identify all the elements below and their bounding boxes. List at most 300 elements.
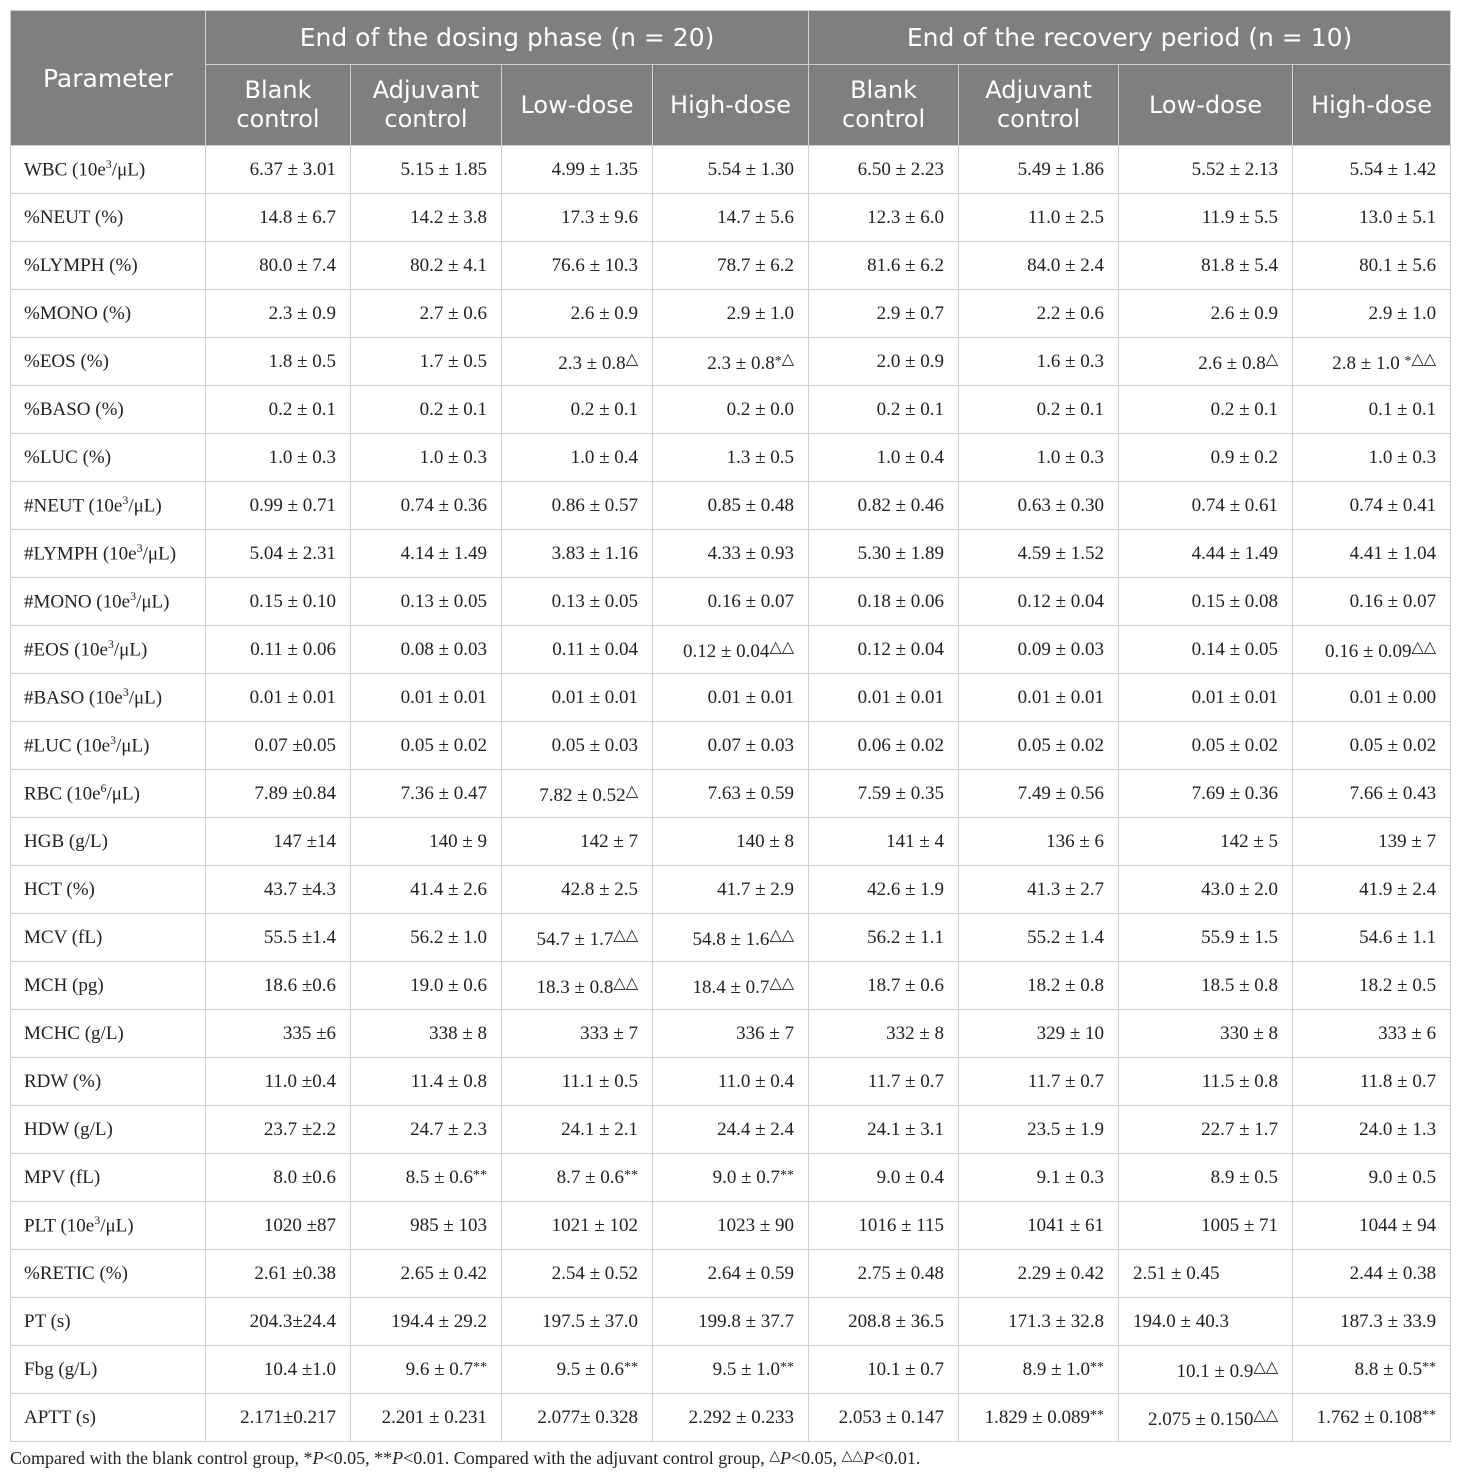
- value-cell: 0.2 ± 0.1: [959, 386, 1119, 434]
- value-cell: 2.51 ± 0.45: [1119, 1250, 1293, 1298]
- value-cell: 18.2 ± 0.5: [1293, 962, 1451, 1010]
- value-cell: 81.6 ± 6.2: [809, 242, 959, 290]
- value-cell: 1016 ± 115: [809, 1202, 959, 1250]
- value-cell: 7.69 ± 0.36: [1119, 770, 1293, 818]
- value-cell: 0.74 ± 0.61: [1119, 482, 1293, 530]
- column-header: [502, 65, 653, 146]
- value-cell: 23.5 ± 1.9: [959, 1106, 1119, 1154]
- value-cell: 22.7 ± 1.7: [1119, 1106, 1293, 1154]
- value-cell: 147 ±14: [206, 818, 351, 866]
- value-cell: 55.5 ±1.4: [206, 914, 351, 962]
- significance-triangle: △△: [613, 926, 638, 944]
- value-cell: 54.8 ± 1.6△△: [653, 914, 809, 962]
- value-cell: 43.0 ± 2.0: [1119, 866, 1293, 914]
- footnote-p: P: [312, 1448, 324, 1468]
- value-cell: 0.01 ± 0.01: [206, 674, 351, 722]
- value-cell: 0.11 ± 0.04: [502, 626, 653, 674]
- value-cell: 0.2 ± 0.1: [809, 386, 959, 434]
- table-row: [11, 1250, 1451, 1298]
- parameter-name: HCT (%): [11, 866, 206, 914]
- significance-star: **: [1422, 1407, 1437, 1423]
- table-row: [11, 1154, 1451, 1202]
- value-cell: 0.18 ± 0.06: [809, 578, 959, 626]
- value-cell: 4.44 ± 1.49: [1119, 530, 1293, 578]
- table-row: [11, 482, 1451, 530]
- value-cell: 2.3 ± 0.8△: [502, 338, 653, 386]
- value-cell: 208.8 ± 36.5: [809, 1298, 959, 1346]
- footnote-p: P: [779, 1448, 791, 1468]
- table-row: [11, 530, 1451, 578]
- value-cell: 9.0 ± 0.5: [1293, 1154, 1451, 1202]
- value-cell: 18.3 ± 0.8△△: [502, 962, 653, 1010]
- significance-star: **: [1090, 1407, 1105, 1423]
- value-cell: 2.3 ± 0.8*△: [653, 338, 809, 386]
- value-cell: 2.6 ± 0.9: [1119, 290, 1293, 338]
- value-cell: 11.4 ± 0.8: [351, 1058, 502, 1106]
- value-cell: 0.86 ± 0.57: [502, 482, 653, 530]
- value-cell: 7.82 ± 0.52△: [502, 770, 653, 818]
- footnote-text: <0.05,: [323, 1448, 375, 1468]
- value-cell: 0.13 ± 0.05: [502, 578, 653, 626]
- table-header: [11, 11, 1451, 146]
- value-cell: 0.82 ± 0.46: [809, 482, 959, 530]
- column-header: [1293, 65, 1451, 146]
- value-cell: 1021 ± 102: [502, 1202, 653, 1250]
- value-cell: 7.49 ± 0.56: [959, 770, 1119, 818]
- value-cell: 0.74 ± 0.36: [351, 482, 502, 530]
- value-cell: 0.15 ± 0.08: [1119, 578, 1293, 626]
- column-header: [653, 65, 809, 146]
- table-body: [11, 146, 1451, 1442]
- footnote-triangle: △△: [841, 1449, 864, 1464]
- value-cell: 141 ± 4: [809, 818, 959, 866]
- value-cell: 1.829 ± 0.089**: [959, 1394, 1119, 1442]
- value-cell: 0.07 ±0.05: [206, 722, 351, 770]
- significance-star: *: [1404, 353, 1412, 369]
- value-cell: 1.0 ± 0.3: [351, 434, 502, 482]
- parameter-name: RDW (%): [11, 1058, 206, 1106]
- table-row: [11, 626, 1451, 674]
- value-cell: 142 ± 7: [502, 818, 653, 866]
- value-cell: 0.05 ± 0.02: [351, 722, 502, 770]
- value-cell: 7.63 ± 0.59: [653, 770, 809, 818]
- column-header-line2: control: [996, 105, 1081, 133]
- column-header-line1: Blank: [850, 76, 918, 104]
- value-cell: 80.0 ± 7.4: [206, 242, 351, 290]
- value-cell: 333 ± 6: [1293, 1010, 1451, 1058]
- parameter-name: PLT $(10e^3/\mu L)$: [11, 1202, 206, 1250]
- value-cell: 2.053 ± 0.147: [809, 1394, 959, 1442]
- value-cell: 10.4 ±1.0: [206, 1346, 351, 1394]
- value-cell: 2.0 ± 0.9: [809, 338, 959, 386]
- column-header: [351, 65, 502, 146]
- value-cell: 2.171±0.217: [206, 1394, 351, 1442]
- value-cell: 1.0 ± 0.3: [1293, 434, 1451, 482]
- value-cell: 2.292 ± 0.233: [653, 1394, 809, 1442]
- value-cell: 0.2 ± 0.0: [653, 386, 809, 434]
- value-cell: 2.7 ± 0.6: [351, 290, 502, 338]
- value-cell: 5.04 ± 2.31: [206, 530, 351, 578]
- value-cell: 9.5 ± 1.0**: [653, 1346, 809, 1394]
- table-row: [11, 146, 1451, 194]
- value-cell: 84.0 ± 2.4: [959, 242, 1119, 290]
- value-cell: 17.3 ± 9.6: [502, 194, 653, 242]
- value-cell: 2.65 ± 0.42: [351, 1250, 502, 1298]
- parameter-name: MCH (pg): [11, 962, 206, 1010]
- value-cell: 0.63 ± 0.30: [959, 482, 1119, 530]
- parameter-name: #LUC $(10e^3/\mu L)$: [11, 722, 206, 770]
- value-cell: 5.49 ± 1.86: [959, 146, 1119, 194]
- parameter-name: HGB (g/L): [11, 818, 206, 866]
- value-cell: 0.16 ± 0.07: [1293, 578, 1451, 626]
- significance-triangle: △△: [1253, 1358, 1279, 1376]
- value-cell: 197.5 ± 37.0: [502, 1298, 653, 1346]
- value-cell: 0.07 ± 0.03: [653, 722, 809, 770]
- column-header: [809, 65, 959, 146]
- footnote-text: Compared with the blank control group,: [10, 1448, 304, 1468]
- value-cell: 24.4 ± 2.4: [653, 1106, 809, 1154]
- table-container: [10, 10, 1450, 1442]
- value-cell: 2.9 ± 1.0: [1293, 290, 1451, 338]
- parameter-name: MPV (fL): [11, 1154, 206, 1202]
- value-cell: 2.075 ± 0.150△△: [1119, 1394, 1293, 1442]
- value-cell: 13.0 ± 5.1: [1293, 194, 1451, 242]
- table-row: [11, 914, 1451, 962]
- value-cell: 0.05 ± 0.03: [502, 722, 653, 770]
- value-cell: 8.9 ± 0.5: [1119, 1154, 1293, 1202]
- value-cell: 140 ± 8: [653, 818, 809, 866]
- column-header-line1: High-dose: [670, 90, 792, 119]
- value-cell: 18.6 ±0.6: [206, 962, 351, 1010]
- value-cell: 142 ± 5: [1119, 818, 1293, 866]
- value-cell: 335 ±6: [206, 1010, 351, 1058]
- value-cell: 2.9 ± 1.0: [653, 290, 809, 338]
- value-cell: 11.9 ± 5.5: [1119, 194, 1293, 242]
- value-cell: 18.4 ± 0.7△△: [653, 962, 809, 1010]
- parameter-name: MCV (fL): [11, 914, 206, 962]
- value-cell: 80.1 ± 5.6: [1293, 242, 1451, 290]
- value-cell: 18.2 ± 0.8: [959, 962, 1119, 1010]
- value-cell: 24.7 ± 2.3: [351, 1106, 502, 1154]
- value-cell: 41.7 ± 2.9: [653, 866, 809, 914]
- value-cell: 1.6 ± 0.3: [959, 338, 1119, 386]
- value-cell: 41.9 ± 2.4: [1293, 866, 1451, 914]
- value-cell: 0.2 ± 0.1: [206, 386, 351, 434]
- value-cell: 6.50 ± 2.23: [809, 146, 959, 194]
- parameter-name: WBC $(10e^3/\mu L)$: [11, 146, 206, 194]
- value-cell: 56.2 ± 1.1: [809, 914, 959, 962]
- value-cell: 2.44 ± 0.38: [1293, 1250, 1451, 1298]
- significance-triangle: △: [781, 350, 795, 368]
- value-cell: 7.66 ± 0.43: [1293, 770, 1451, 818]
- value-cell: 4.33 ± 0.93: [653, 530, 809, 578]
- value-cell: 19.0 ± 0.6: [351, 962, 502, 1010]
- value-cell: 1020 ±87: [206, 1202, 351, 1250]
- table-row: [11, 338, 1451, 386]
- value-cell: 9.6 ± 0.7**: [351, 1346, 502, 1394]
- value-cell: 11.0 ±0.4: [206, 1058, 351, 1106]
- value-cell: 1.762 ± 0.108**: [1293, 1394, 1451, 1442]
- table-row: [11, 674, 1451, 722]
- value-cell: 338 ± 8: [351, 1010, 502, 1058]
- footnote-triangle: △: [769, 1449, 780, 1464]
- value-cell: 55.2 ± 1.4: [959, 914, 1119, 962]
- column-header-line1: High-dose: [1311, 90, 1433, 119]
- value-cell: 4.41 ± 1.04: [1293, 530, 1451, 578]
- table-row: [11, 194, 1451, 242]
- value-cell: 14.8 ± 6.7: [206, 194, 351, 242]
- significance-triangle: △△: [1253, 1406, 1279, 1424]
- value-cell: 18.7 ± 0.6: [809, 962, 959, 1010]
- value-cell: 4.99 ± 1.35: [502, 146, 653, 194]
- value-cell: 80.2 ± 4.1: [351, 242, 502, 290]
- value-cell: 11.8 ± 0.7: [1293, 1058, 1451, 1106]
- value-cell: 43.7 ±4.3: [206, 866, 351, 914]
- table-row: [11, 1058, 1451, 1106]
- value-cell: 0.2 ± 0.1: [351, 386, 502, 434]
- table-row: [11, 1202, 1451, 1250]
- table-row: [11, 1394, 1451, 1442]
- significance-star: **: [473, 1359, 487, 1375]
- parameter-name: %BASO (%): [11, 386, 206, 434]
- value-cell: 56.2 ± 1.0: [351, 914, 502, 962]
- value-cell: 0.14 ± 0.05: [1119, 626, 1293, 674]
- value-cell: 6.37 ± 3.01: [206, 146, 351, 194]
- value-cell: 23.7 ±2.2: [206, 1106, 351, 1154]
- value-cell: 0.06 ± 0.02: [809, 722, 959, 770]
- value-cell: 1023 ± 90: [653, 1202, 809, 1250]
- value-cell: 11.7 ± 0.7: [959, 1058, 1119, 1106]
- column-header-line2: control: [841, 105, 926, 133]
- value-cell: 81.8 ± 5.4: [1119, 242, 1293, 290]
- value-cell: 1.0 ± 0.4: [809, 434, 959, 482]
- value-cell: 0.05 ± 0.02: [959, 722, 1119, 770]
- table-row: [11, 434, 1451, 482]
- value-cell: 1041 ± 61: [959, 1202, 1119, 1250]
- value-cell: 2.2 ± 0.6: [959, 290, 1119, 338]
- value-cell: 333 ± 7: [502, 1010, 653, 1058]
- value-cell: 985 ± 103: [351, 1202, 502, 1250]
- value-cell: 14.2 ± 3.8: [351, 194, 502, 242]
- value-cell: 139 ± 7: [1293, 818, 1451, 866]
- value-cell: 0.9 ± 0.2: [1119, 434, 1293, 482]
- value-cell: 2.75 ± 0.48: [809, 1250, 959, 1298]
- footnote: [10, 1448, 1450, 1469]
- value-cell: 2.29 ± 0.42: [959, 1250, 1119, 1298]
- parameter-name: #LYMPH $(10e^3/\mu L)$: [11, 530, 206, 578]
- significance-triangle: △△: [613, 974, 638, 992]
- column-header-line1: Adjuvant: [985, 76, 1092, 104]
- value-cell: 7.36 ± 0.47: [351, 770, 502, 818]
- value-cell: 8.9 ± 1.0**: [959, 1346, 1119, 1394]
- parameter-name: Fbg (g/L): [11, 1346, 206, 1394]
- footnote-mark: **: [374, 1448, 393, 1468]
- table-row: [11, 722, 1451, 770]
- value-cell: 199.8 ± 37.7: [653, 1298, 809, 1346]
- value-cell: 187.3 ± 33.9: [1293, 1298, 1451, 1346]
- value-cell: 1005 ± 71: [1119, 1202, 1293, 1250]
- parameter-name: %MONO (%): [11, 290, 206, 338]
- table-row: [11, 386, 1451, 434]
- value-cell: 0.2 ± 0.1: [502, 386, 653, 434]
- value-cell: 9.0 ± 0.7**: [653, 1154, 809, 1202]
- value-cell: 0.05 ± 0.02: [1293, 722, 1451, 770]
- value-cell: 2.3 ± 0.9: [206, 290, 351, 338]
- column-header-line1: Low-dose: [1148, 90, 1263, 119]
- significance-triangle: △△: [769, 926, 795, 944]
- value-cell: 171.3 ± 32.8: [959, 1298, 1119, 1346]
- footnote-p: P: [392, 1448, 404, 1468]
- table-row: [11, 818, 1451, 866]
- significance-star: **: [624, 1359, 638, 1375]
- parameter-name: #MONO $(10e^3/\mu L)$: [11, 578, 206, 626]
- parameter-header: Parameter: [11, 11, 206, 146]
- table-row: [11, 770, 1451, 818]
- value-cell: 0.01 ± 0.01: [351, 674, 502, 722]
- parameter-name: %EOS (%): [11, 338, 206, 386]
- table-row: [11, 1010, 1451, 1058]
- value-cell: 11.5 ± 0.8: [1119, 1058, 1293, 1106]
- parameter-name: %RETIC (%): [11, 1250, 206, 1298]
- value-cell: 194.0 ± 40.3: [1119, 1298, 1293, 1346]
- value-cell: 5.52 ± 2.13: [1119, 146, 1293, 194]
- value-cell: 2.077± 0.328: [502, 1394, 653, 1442]
- value-cell: 0.2 ± 0.1: [1119, 386, 1293, 434]
- value-cell: 24.0 ± 1.3: [1293, 1106, 1451, 1154]
- value-cell: 0.01 ± 0.01: [1119, 674, 1293, 722]
- significance-star: *: [774, 353, 782, 369]
- value-cell: 5.30 ± 1.89: [809, 530, 959, 578]
- value-cell: 54.6 ± 1.1: [1293, 914, 1451, 962]
- table-row: [11, 1106, 1451, 1154]
- column-header-line1: Low-dose: [520, 90, 634, 119]
- value-cell: 10.1 ± 0.9△△: [1119, 1346, 1293, 1394]
- value-cell: 332 ± 8: [809, 1010, 959, 1058]
- value-cell: 24.1 ± 3.1: [809, 1106, 959, 1154]
- table-row: [11, 242, 1451, 290]
- value-cell: 9.5 ± 0.6**: [502, 1346, 653, 1394]
- value-cell: 1.3 ± 0.5: [653, 434, 809, 482]
- column-header-line2: control: [236, 105, 320, 133]
- significance-star: **: [1422, 1359, 1437, 1375]
- parameter-name: %NEUT (%): [11, 194, 206, 242]
- table-row: [11, 962, 1451, 1010]
- column-header-line2: control: [384, 105, 468, 133]
- value-cell: 14.7 ± 5.6: [653, 194, 809, 242]
- value-cell: 0.05 ± 0.02: [1119, 722, 1293, 770]
- value-cell: 5.54 ± 1.42: [1293, 146, 1451, 194]
- column-header: [959, 65, 1119, 146]
- value-cell: 0.08 ± 0.03: [351, 626, 502, 674]
- value-cell: 0.01 ± 0.01: [959, 674, 1119, 722]
- table-row: [11, 1298, 1451, 1346]
- parameter-name: RBC $(10e^6/\mu L)$: [11, 770, 206, 818]
- value-cell: 0.99 ± 0.71: [206, 482, 351, 530]
- footnote-text: <0.01.: [874, 1448, 921, 1468]
- value-cell: 18.5 ± 0.8: [1119, 962, 1293, 1010]
- value-cell: 78.7 ± 6.2: [653, 242, 809, 290]
- value-cell: 1044 ± 94: [1293, 1202, 1451, 1250]
- value-cell: 42.8 ± 2.5: [502, 866, 653, 914]
- column-header-line1: Adjuvant: [372, 76, 480, 104]
- value-cell: 2.64 ± 0.59: [653, 1250, 809, 1298]
- value-cell: 11.0 ± 2.5: [959, 194, 1119, 242]
- significance-triangle: △: [625, 350, 638, 368]
- column-header: [206, 65, 351, 146]
- value-cell: 1.0 ± 0.3: [959, 434, 1119, 482]
- parameter-name: #BASO $(10e^3/\mu L)$: [11, 674, 206, 722]
- significance-triangle: △: [1265, 350, 1279, 368]
- footnote-p: P: [863, 1448, 875, 1468]
- significance-triangle: △△: [1411, 350, 1437, 368]
- value-cell: 0.16 ± 0.09△△: [1293, 626, 1451, 674]
- value-cell: 5.54 ± 1.30: [653, 146, 809, 194]
- value-cell: 8.0 ±0.6: [206, 1154, 351, 1202]
- value-cell: 0.85 ± 0.48: [653, 482, 809, 530]
- table-row: [11, 866, 1451, 914]
- value-cell: 11.0 ± 0.4: [653, 1058, 809, 1106]
- significance-star: **: [1090, 1359, 1105, 1375]
- value-cell: 0.01 ± 0.01: [809, 674, 959, 722]
- parameter-name: #EOS $(10e^3/\mu L)$: [11, 626, 206, 674]
- value-cell: 8.7 ± 0.6**: [502, 1154, 653, 1202]
- value-cell: 336 ± 7: [653, 1010, 809, 1058]
- value-cell: 5.15 ± 1.85: [351, 146, 502, 194]
- value-cell: 140 ± 9: [351, 818, 502, 866]
- significance-star: **: [780, 1167, 795, 1183]
- significance-triangle: △△: [769, 638, 795, 656]
- value-cell: 4.14 ± 1.49: [351, 530, 502, 578]
- value-cell: 2.201 ± 0.231: [351, 1394, 502, 1442]
- value-cell: 11.1 ± 0.5: [502, 1058, 653, 1106]
- value-cell: 55.9 ± 1.5: [1119, 914, 1293, 962]
- table-row: [11, 1346, 1451, 1394]
- value-cell: 0.09 ± 0.03: [959, 626, 1119, 674]
- column-header-line1: Blank: [244, 76, 312, 104]
- value-cell: 194.4 ± 29.2: [351, 1298, 502, 1346]
- table-row: [11, 578, 1451, 626]
- value-cell: 0.13 ± 0.05: [351, 578, 502, 626]
- value-cell: 0.11 ± 0.06: [206, 626, 351, 674]
- value-cell: 24.1 ± 2.1: [502, 1106, 653, 1154]
- value-cell: 1.8 ± 0.5: [206, 338, 351, 386]
- value-cell: 2.6 ± 0.8△: [1119, 338, 1293, 386]
- value-cell: 0.12 ± 0.04△△: [653, 626, 809, 674]
- value-cell: 54.7 ± 1.7△△: [502, 914, 653, 962]
- value-cell: 41.3 ± 2.7: [959, 866, 1119, 914]
- value-cell: 76.6 ± 10.3: [502, 242, 653, 290]
- value-cell: 0.12 ± 0.04: [959, 578, 1119, 626]
- footnote-mark: *: [303, 1448, 313, 1468]
- value-cell: 8.8 ± 0.5**: [1293, 1346, 1451, 1394]
- significance-triangle: △: [625, 782, 638, 800]
- value-cell: 11.7 ± 0.7: [809, 1058, 959, 1106]
- parameter-name: %LYMPH (%): [11, 242, 206, 290]
- value-cell: 3.83 ± 1.16: [502, 530, 653, 578]
- value-cell: 0.74 ± 0.41: [1293, 482, 1451, 530]
- parameter-name: #NEUT $(10e^3/\mu L)$: [11, 482, 206, 530]
- table-row: [11, 290, 1451, 338]
- value-cell: 4.59 ± 1.52: [959, 530, 1119, 578]
- value-cell: 9.1 ± 0.3: [959, 1154, 1119, 1202]
- value-cell: 2.9 ± 0.7: [809, 290, 959, 338]
- significance-star: **: [473, 1167, 487, 1183]
- significance-star: **: [624, 1167, 638, 1183]
- parameter-name: PT (s): [11, 1298, 206, 1346]
- value-cell: 7.59 ± 0.35: [809, 770, 959, 818]
- value-cell: 1.7 ± 0.5: [351, 338, 502, 386]
- parameter-name: HDW (g/L): [11, 1106, 206, 1154]
